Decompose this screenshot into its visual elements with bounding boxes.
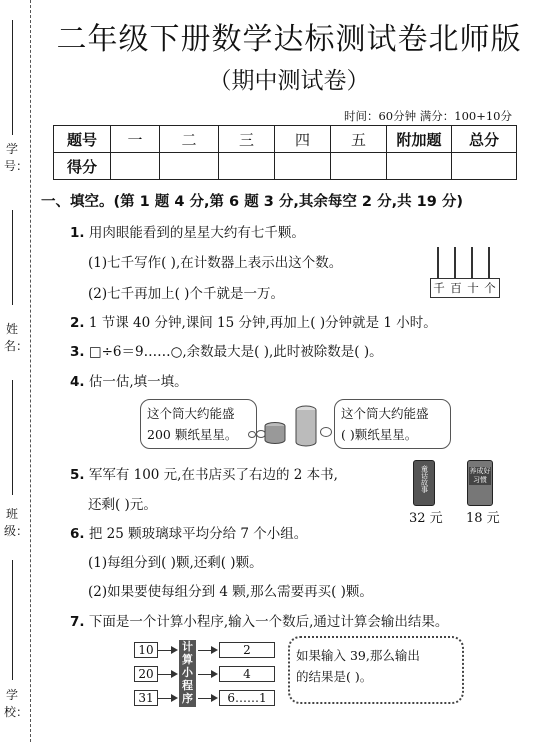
score-cell: 四 xyxy=(275,126,331,153)
program-input-box: 20 xyxy=(134,666,158,682)
book-title: 养成好习惯 xyxy=(469,467,491,484)
section-title: 一、填空。 xyxy=(41,194,114,210)
arrow-right-icon xyxy=(171,646,178,654)
score-cell: 题号 xyxy=(54,126,111,153)
arrow-right-icon xyxy=(171,670,178,678)
abacus-base xyxy=(430,278,500,298)
bubble-line: 这个筒大约能盛 xyxy=(341,406,429,421)
abacus-rod xyxy=(437,247,439,279)
score-cell: 一 xyxy=(111,126,160,153)
question-text: 把 25 颗玻璃球平均分给 7 个小组。 xyxy=(88,526,308,542)
margin-line-school xyxy=(12,560,13,680)
question-7 xyxy=(70,610,448,630)
arrow-line xyxy=(158,674,172,675)
score-table xyxy=(53,125,517,180)
program-char: 小 xyxy=(182,666,193,679)
abacus-rod xyxy=(454,247,456,279)
score-input-cell[interactable] xyxy=(387,153,452,180)
program-output-box: 6……1 xyxy=(219,690,275,706)
book-price: 18 元 xyxy=(466,511,500,526)
score-cell: 二 xyxy=(160,126,219,153)
page-title: 二年级下册数学达标测试卷北师版 xyxy=(56,22,522,57)
book-fairy-tale-icon xyxy=(413,460,435,506)
question-text: 用肉眼能看到的星星大约有七千颗。 xyxy=(88,225,305,241)
book-price: 32 元 xyxy=(409,511,443,526)
tall-cylinder-icon xyxy=(295,405,317,447)
score-table-header-row xyxy=(54,126,517,153)
score-cell: 三 xyxy=(219,126,275,153)
question-text: 下面是一个计算小程序,输入一个数后,通过计算会输出结果。 xyxy=(88,614,449,630)
margin-label-school: 学校： xyxy=(4,688,29,719)
arrow-right-icon xyxy=(171,694,178,702)
program-char: 算 xyxy=(182,653,193,666)
page-subtitle: （期中测试卷） xyxy=(208,68,370,94)
score-cell: 总分 xyxy=(452,126,517,153)
score-input-cell[interactable] xyxy=(111,153,160,180)
question-4 xyxy=(70,370,188,390)
score-row-label: 得分 xyxy=(54,153,111,180)
score-cell: 五 xyxy=(331,126,387,153)
score-input-cell[interactable] xyxy=(275,153,331,180)
question-number: 5. xyxy=(70,467,85,483)
bubble-dot xyxy=(320,427,332,437)
abacus-counter xyxy=(430,247,498,297)
program-char: 程 xyxy=(182,679,193,692)
abacus-label-hundreds: 百 xyxy=(450,281,462,295)
time-info: 时间：60分钟 满分：100+10分 xyxy=(343,109,512,123)
margin-line-class xyxy=(12,380,13,495)
question-5-line-2: 还剩( )元。 xyxy=(88,497,157,513)
bubble-line: 这个筒大约能盛 xyxy=(147,406,235,421)
margin-line-name xyxy=(12,210,13,305)
arrow-line xyxy=(158,650,172,651)
question-number: 2. xyxy=(70,315,85,331)
arrow-line xyxy=(198,698,212,699)
program-output-box: 2 xyxy=(219,642,275,658)
question-number: 4. xyxy=(70,374,85,390)
program-block xyxy=(179,640,196,707)
score-table-score-row xyxy=(54,153,517,180)
arrow-right-icon xyxy=(211,646,218,654)
margin-label-name: 姓名： xyxy=(4,322,29,353)
question-3 xyxy=(70,340,383,360)
score-cell: 附加题 xyxy=(387,126,452,153)
abacus-rod xyxy=(488,247,490,279)
score-input-cell[interactable] xyxy=(331,153,387,180)
bubble-dot xyxy=(248,431,256,438)
margin-label-class: 班级： xyxy=(4,507,29,538)
bubble-line: 200 颗纸星星。 xyxy=(147,427,238,442)
program-input-box: 31 xyxy=(134,690,158,706)
question-number: 1. xyxy=(70,225,85,241)
question-7-bubble xyxy=(288,636,464,704)
question-2 xyxy=(70,311,437,331)
question-1-part-1: (1)七千写作( ),在计数器上表示出这个数。 xyxy=(88,255,343,271)
question-text: 军军有 100 元,在书店买了右边的 2 本书, xyxy=(88,467,338,483)
arrow-right-icon xyxy=(211,694,218,702)
score-input-cell[interactable] xyxy=(219,153,275,180)
question-6-part-2: (2)如果要使每组分到 4 颗,那么需要再买( )颗。 xyxy=(88,584,373,600)
arrow-right-icon xyxy=(211,670,218,678)
fold-dashed-line xyxy=(30,0,31,742)
question-text: 1 节课 40 分钟,课间 15 分钟,再加上( )分钟就是 1 小时。 xyxy=(88,315,437,331)
speech-bubble-right xyxy=(334,399,451,449)
program-input-box: 10 xyxy=(134,642,158,658)
arrow-line xyxy=(198,650,212,651)
abacus-label-tens: 十 xyxy=(467,281,479,295)
section-heading xyxy=(41,190,463,211)
arrow-line xyxy=(198,674,212,675)
bubble-line: 的结果是( )。 xyxy=(296,669,373,684)
question-text: □÷6＝9……○,余数最大是( ),此时被除数是( )。 xyxy=(88,344,383,360)
margin-label-student-id: 学号： xyxy=(4,142,29,173)
bubble-line: 如果输入 39,那么输出 xyxy=(296,648,420,663)
question-1-part-2: (2)七千再加上( )个千就是一万。 xyxy=(88,286,284,302)
speech-bubble-left xyxy=(140,399,257,449)
program-output-box: 4 xyxy=(219,666,275,682)
program-char: 序 xyxy=(182,692,193,705)
question-6 xyxy=(70,522,307,542)
question-text: 估一估,填一填。 xyxy=(88,374,188,390)
bubble-line: ( )颗纸星星。 xyxy=(341,427,418,442)
section-note: (第 1 题 4 分,第 6 题 3 分,其余每空 2 分,共 19 分) xyxy=(113,194,463,210)
question-number: 6. xyxy=(70,526,85,542)
question-number: 3. xyxy=(70,344,85,360)
book-title: 童话故事 xyxy=(420,465,429,493)
abacus-label-ones: 个 xyxy=(484,281,496,295)
margin-line-student-id xyxy=(12,20,13,135)
question-5 xyxy=(70,463,338,483)
question-6-part-1: (1)每组分到( )颗,还剩( )颗。 xyxy=(88,555,263,571)
program-char: 计 xyxy=(182,640,193,653)
question-1 xyxy=(70,221,305,241)
book-good-habits-icon xyxy=(467,460,493,506)
short-cylinder-icon xyxy=(264,422,286,444)
question-number: 7. xyxy=(70,614,85,630)
abacus-rod xyxy=(471,247,473,279)
score-input-cell[interactable] xyxy=(160,153,219,180)
abacus-label-thousands: 千 xyxy=(433,281,445,295)
arrow-line xyxy=(158,698,172,699)
score-input-cell[interactable] xyxy=(452,153,517,180)
